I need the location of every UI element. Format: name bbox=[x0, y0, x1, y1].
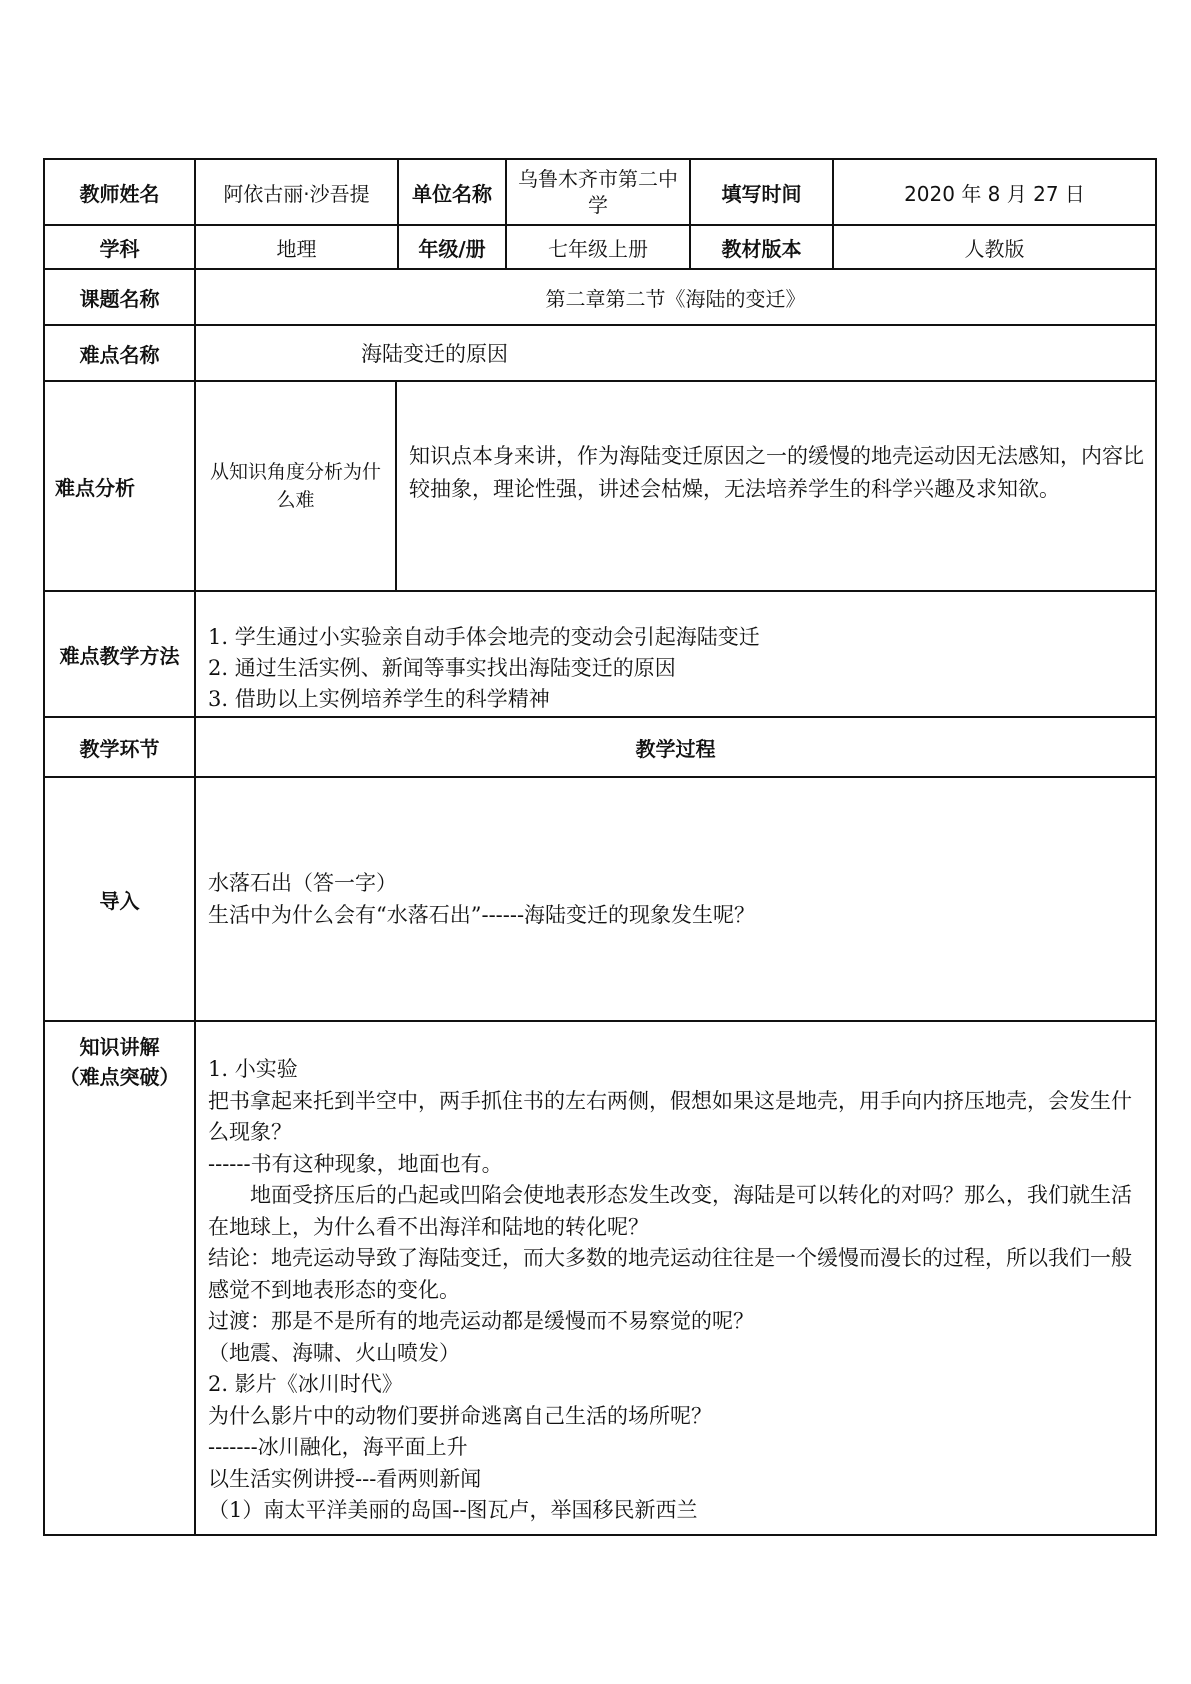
edition-value: 人教版 bbox=[833, 225, 1156, 269]
analysis-text: 知识点本身来讲，作为海陆变迁原因之一的缓慢的地壳运动因无法感知，内容比较抽象，理论性强，讲述会枯燥，无法培养学生的科学兴趣及求知欲。 bbox=[409, 444, 1144, 501]
intro-line: 水落石出（答一字） bbox=[208, 871, 397, 895]
teacher-name-label: 教师姓名 bbox=[44, 159, 195, 225]
method-item: 1. 学生通过小实验亲自动手体会地壳的变动会引起海陆变迁 bbox=[208, 625, 760, 649]
method-item: 3. 借助以上实例培养学生的科学精神 bbox=[208, 687, 550, 711]
knowledge-label bbox=[44, 1021, 195, 1535]
method-item: 2. 通过生活实例、新闻等事实找出海陆变迁的原因 bbox=[208, 656, 676, 680]
intro-label: 导入 bbox=[44, 777, 195, 1021]
knowledge-line: 结论：地壳运动导致了海陆变迁，而大多数的地壳运动往往是一个缓慢而漫长的过程，所以我们一般感觉不到地表形态的变化。 bbox=[208, 1246, 1132, 1302]
teacher-name-value: 阿依古丽·沙吾提 bbox=[195, 159, 398, 225]
method-list bbox=[195, 591, 1156, 717]
grade-value: 七年级上册 bbox=[506, 225, 690, 269]
knowledge-line: ------书有这种现象，地面也有。 bbox=[208, 1151, 503, 1176]
lesson-plan-page bbox=[43, 158, 1155, 1536]
knowledge-line: （1）南太平洋美丽的岛国--图瓦卢，举国移民新西兰 bbox=[208, 1498, 698, 1522]
lesson-plan-table bbox=[43, 158, 1157, 1536]
knowledge-line: （地震、海啸、火山喷发） bbox=[208, 1340, 460, 1365]
unit-name-label: 单位名称 bbox=[398, 159, 506, 225]
knowledge-content bbox=[195, 1021, 1156, 1535]
difficulty-row bbox=[44, 325, 1156, 381]
method-label: 难点教学方法 bbox=[44, 591, 195, 717]
knowledge-row bbox=[44, 1021, 1156, 1535]
process-stage-label: 教学环节 bbox=[44, 717, 195, 777]
edition-label: 教材版本 bbox=[690, 225, 833, 269]
topic-value: 第二章第二节《海陆的变迁》 bbox=[195, 269, 1156, 325]
analysis-sub-label: 从知识角度分析为什么难 bbox=[196, 382, 397, 590]
knowledge-line: 过渡：那是不是所有的地壳运动都是缓慢而不易察觉的呢？ bbox=[208, 1309, 754, 1333]
knowledge-line: 1. 小实验 bbox=[208, 1057, 298, 1081]
knowledge-line: 2. 影片《冰川时代》 bbox=[208, 1372, 403, 1396]
intro-content bbox=[195, 777, 1156, 1021]
fill-date-label: 填写时间 bbox=[690, 159, 833, 225]
info-row-2 bbox=[44, 225, 1156, 269]
topic-row bbox=[44, 269, 1156, 325]
process-header-value: 教学过程 bbox=[195, 717, 1156, 777]
subject-label: 学科 bbox=[44, 225, 195, 269]
knowledge-line: 把书拿起来托到半空中，两手抓住书的左右两侧，假想如果这是地壳，用手向内挤压地壳，会发生什么现象？ bbox=[208, 1088, 1132, 1144]
topic-label: 课题名称 bbox=[44, 269, 195, 325]
subject-value: 地理 bbox=[195, 225, 398, 269]
knowledge-line: 为什么影片中的动物们要拼命逃离自己生活的场所呢？ bbox=[208, 1403, 712, 1428]
knowledge-label-line2: （难点突破） bbox=[59, 1065, 180, 1089]
knowledge-line: 地面受挤压后的凸起或凹陷会使地表形态发生改变，海陆是可以转化的对吗？那么，我们就生活在地球上，为什么看不出海洋和陆地的转化呢？ bbox=[208, 1183, 1132, 1239]
analysis-label: 难点分析 bbox=[44, 381, 195, 591]
analysis-row bbox=[44, 381, 1156, 591]
knowledge-line: -------冰川融化，海平面上升 bbox=[208, 1435, 468, 1459]
method-row bbox=[44, 591, 1156, 717]
difficulty-value: 海陆变迁的原因 bbox=[195, 325, 1156, 381]
intro-row bbox=[44, 777, 1156, 1021]
difficulty-label: 难点名称 bbox=[44, 325, 195, 381]
process-header-row bbox=[44, 717, 1156, 777]
fill-date-value: 2020 年 8 月 27 日 bbox=[833, 159, 1156, 225]
knowledge-line: 以生活实例讲授---看两则新闻 bbox=[208, 1466, 482, 1491]
unit-name-value: 乌鲁木齐市第二中学 bbox=[506, 159, 690, 225]
knowledge-label-line1: 知识讲解 bbox=[79, 1035, 160, 1059]
info-row-1 bbox=[44, 159, 1156, 225]
intro-line: 生活中为什么会有“水落石出”------海陆变迁的现象发生呢？ bbox=[208, 903, 756, 927]
grade-label: 年级/册 bbox=[398, 225, 506, 269]
analysis-cell bbox=[195, 381, 1156, 591]
